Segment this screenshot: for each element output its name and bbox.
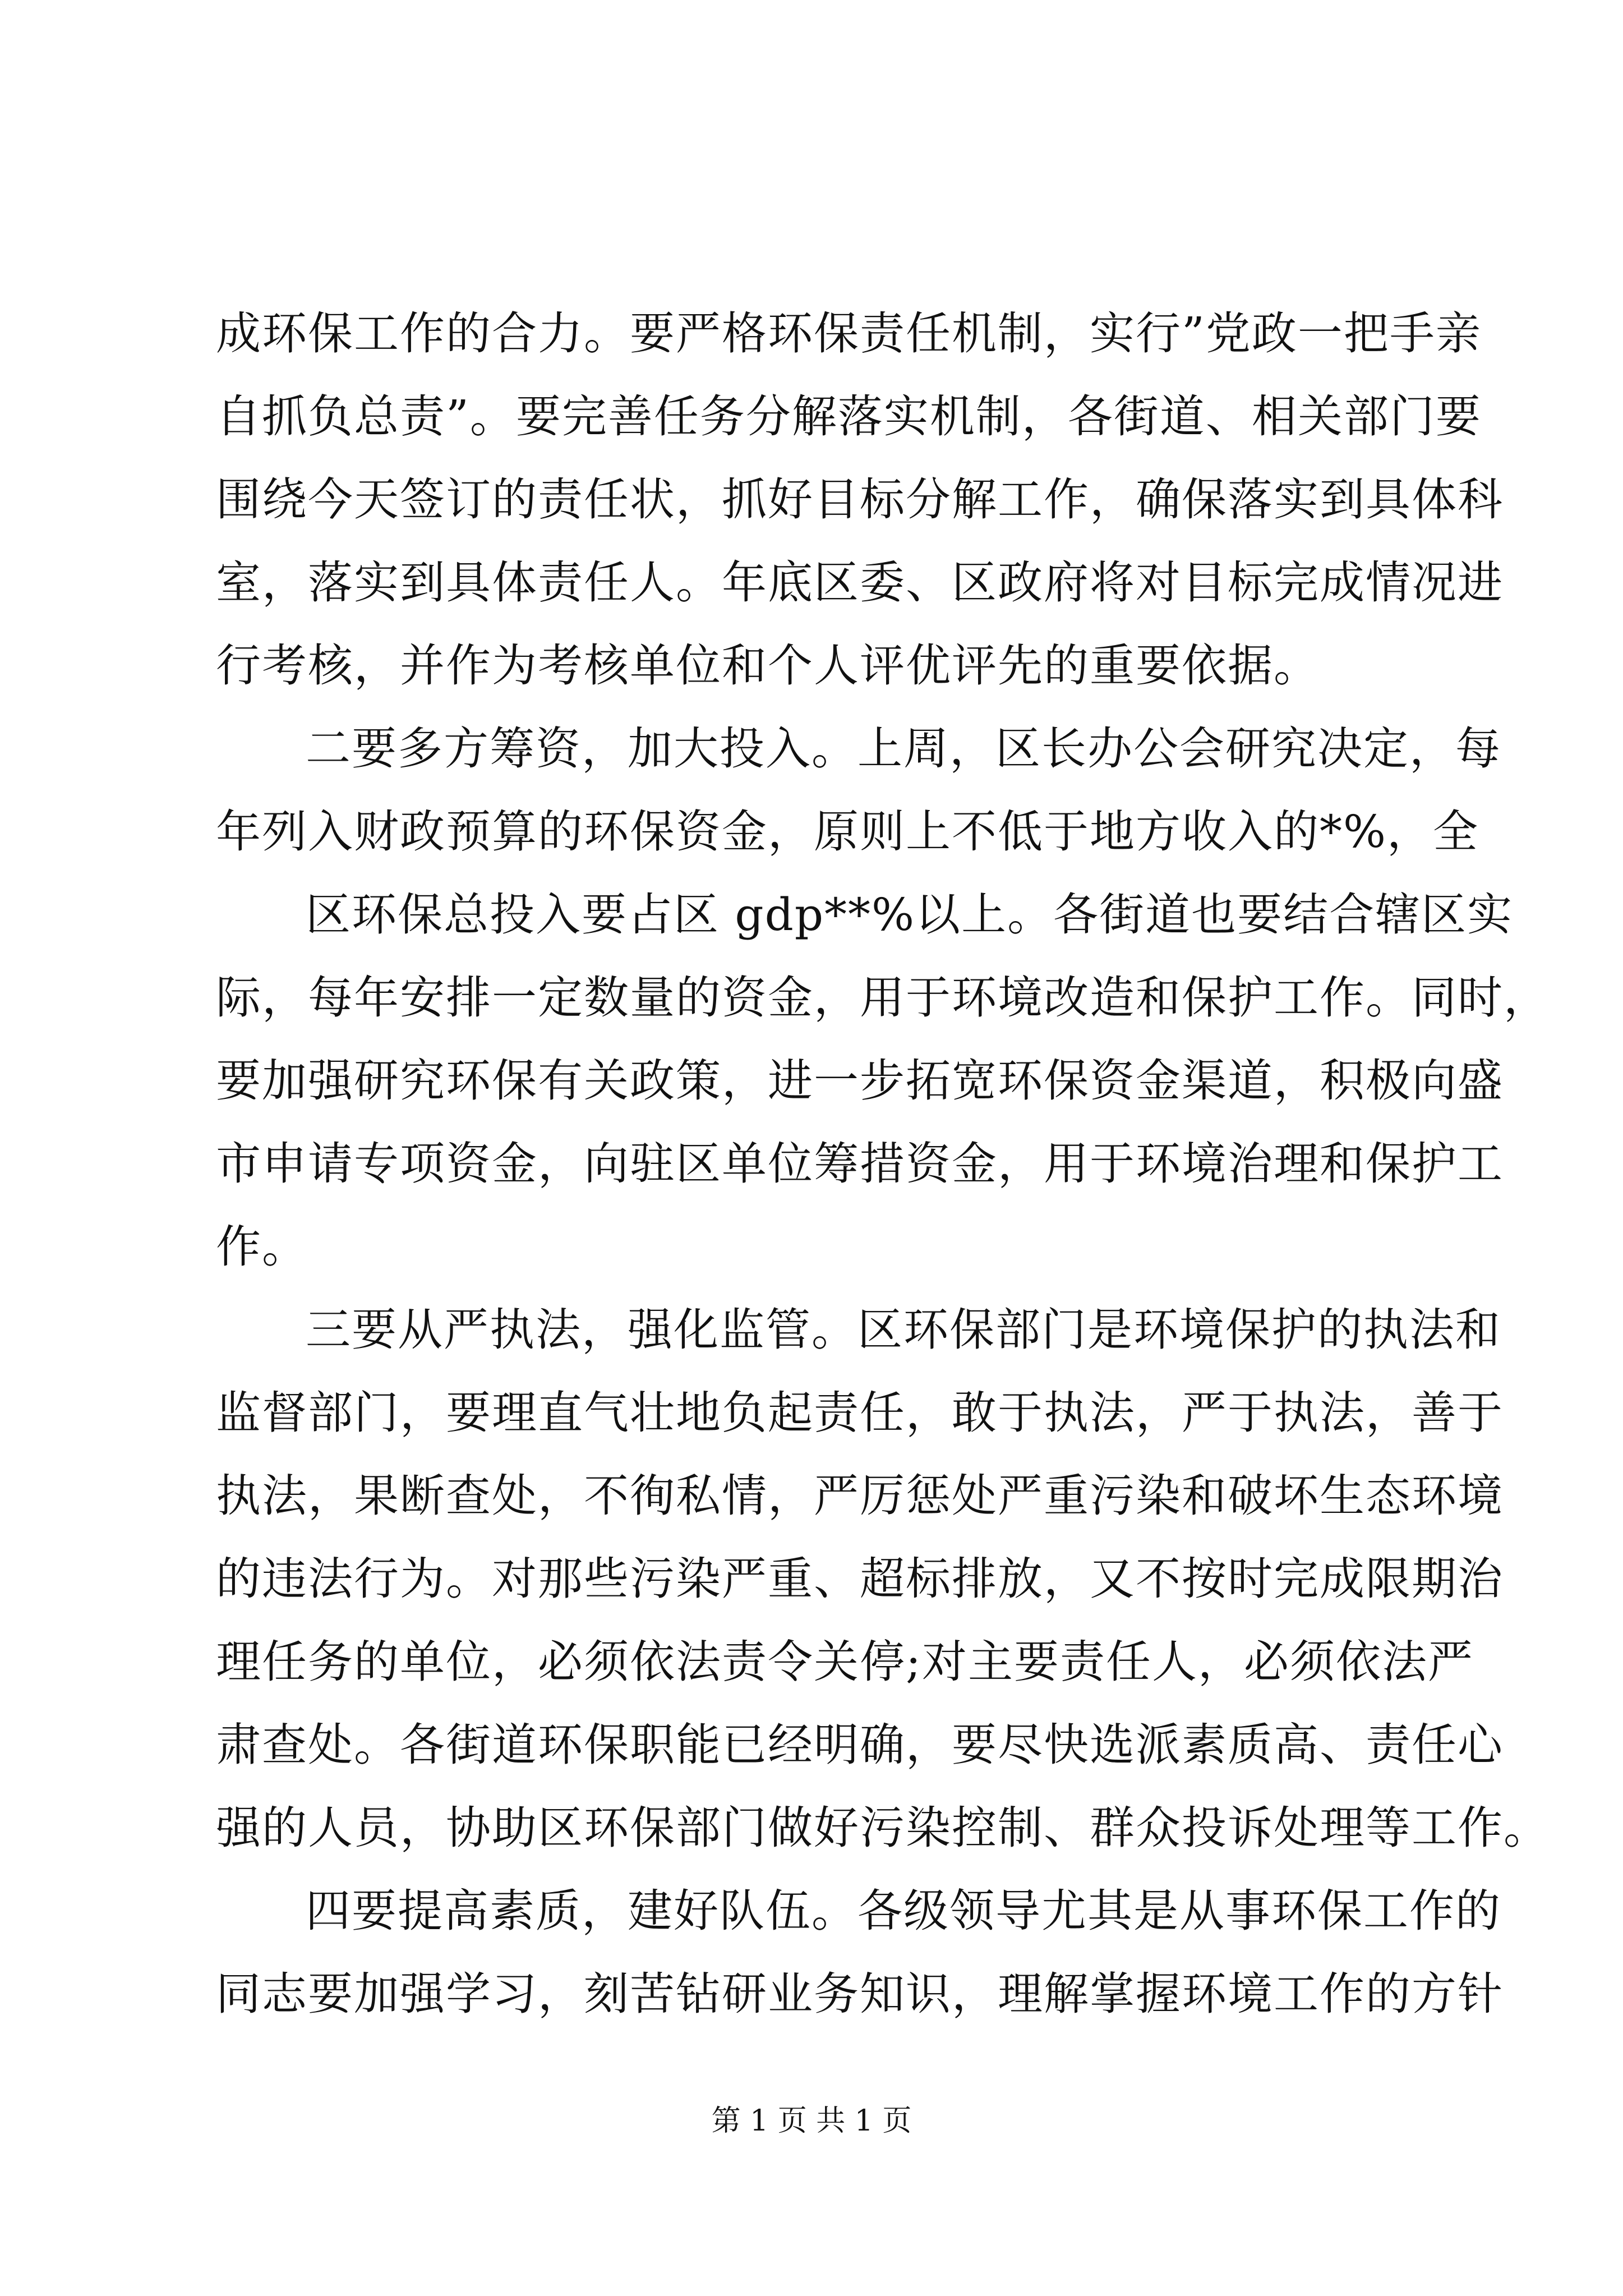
text-line: 围绕今天签订的责任状，抓好目标分解工作，确保落实到具体科 — [216, 473, 1504, 526]
text-line: 区环保总投入要占区 gdp**%以上。各街道也要结合辖区实 — [306, 889, 1514, 941]
text-line: 强的人员，协助区环保部门做好污染控制、群众投诉处理等工作。 — [216, 1802, 1550, 1854]
text-line: 年列入财政预算的环保资金，原则上不低于地方收入的*%，全 — [216, 806, 1479, 858]
text-line: 监督部门，要理直气壮地负起责任，敢于执法，严于执法，善于 — [216, 1387, 1504, 1439]
paragraph-4-start: 四要提高素质，建好队伍。各级领导尤其是从事环保工作的 — [306, 1885, 1501, 1937]
page-footer: 第 1 页 共 1 页 — [711, 2104, 912, 2138]
text-line: 肃查处。各街道环保职能已经明确，要尽快选派素质高、责任心 — [216, 1719, 1504, 1771]
text-line: 际，每年安排一定数量的资金，用于环境改造和保护工作。同时， — [216, 972, 1550, 1024]
text-line: 的违法行为。对那些污染严重、超标排放，又不按时完成限期治 — [216, 1553, 1504, 1605]
text-line: 执法，果断查处，不徇私情，严厉惩处严重污染和破坏生态环境 — [216, 1470, 1504, 1522]
text-line: 室，落实到具体责任人。年底区委、区政府将对目标完成情况进 — [216, 556, 1504, 609]
text-line: 自抓负总责”。要完善任务分解落实机制，各街道、相关部门要 — [216, 390, 1482, 443]
paragraph-2-start: 二要多方筹资，加大投入。上周，区长办公会研究决定，每 — [306, 723, 1501, 775]
text-line: 成环保工作的合力。要严格环保责任机制，实行”党政一把手亲 — [216, 307, 1482, 360]
text-line: 市申请专项资金，向驻区单位筹措资金，用于环境治理和保护工 — [216, 1138, 1504, 1190]
text-line: 要加强研究环保有关政策，进一步拓宽环保资金渠道，积极向盛 — [216, 1055, 1504, 1107]
text-line: 行考核，并作为考核单位和个人评优评先的重要依据。 — [216, 639, 1320, 692]
text-line: 作。 — [216, 1221, 308, 1273]
text-line: 同志要加强学习，刻苦钻研业务知识，理解掌握环境工作的方针 — [216, 1968, 1504, 2020]
paragraph-3-start: 三要从严执法，强化监管。区环保部门是环境保护的执法和 — [306, 1304, 1501, 1356]
text-line: 理任务的单位，必须依法责令关停;对主要责任人，必须依法严 — [216, 1636, 1474, 1688]
